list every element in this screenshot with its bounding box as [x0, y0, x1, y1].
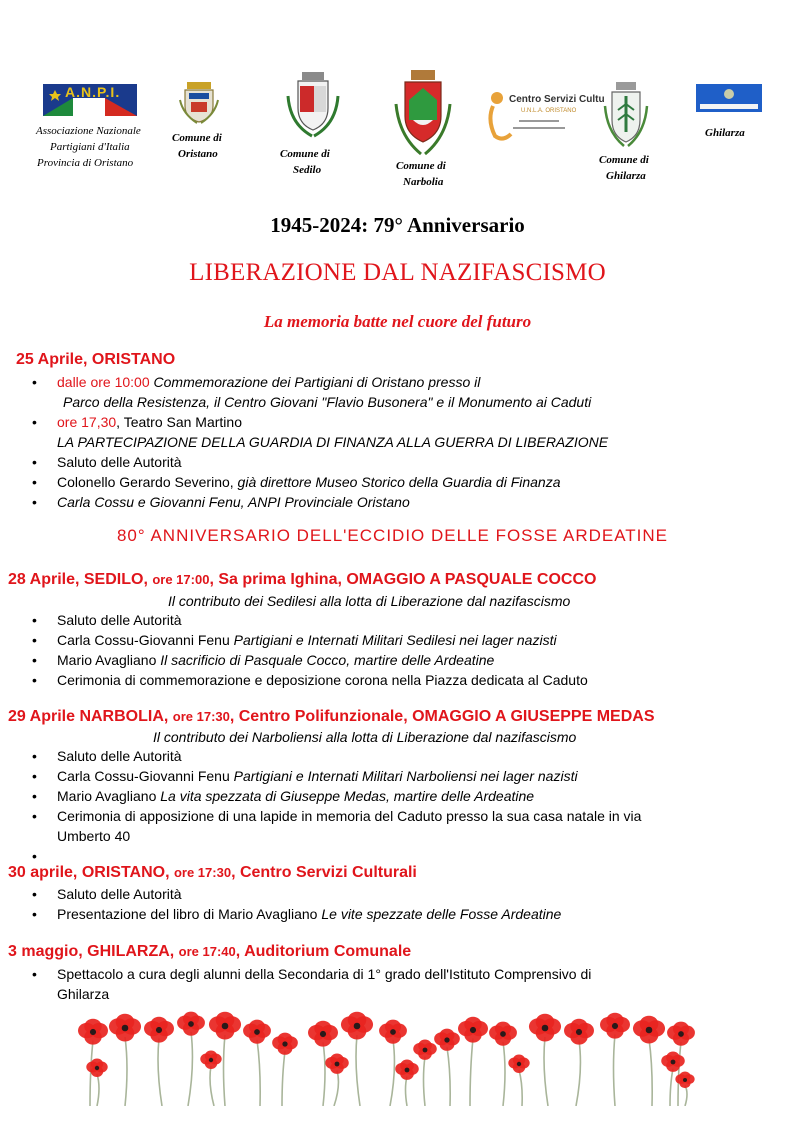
anniversary-title: 1945-2024: 79° Anniversario [270, 213, 525, 237]
sedilo-caption-2: Sedilo [293, 164, 322, 176]
motto: La memoria batte nel cuore del futuro [263, 312, 532, 331]
sedilo-caption-1: Comune di [280, 148, 330, 160]
section-25-aprile-heading: 25 Aprile, ORISTANO [16, 351, 176, 368]
list-item: • Saluto delle Autorità [32, 884, 782, 904]
section-25-aprile-list [32, 372, 772, 512]
list-item: • Spettacolo a cura degli alunni della Secondaria di 1° grado dell'Istituto Comprensivo di Ghilarza [32, 964, 782, 1004]
poppy-icon [458, 1017, 488, 1106]
anpi-mark: A.N.P.I. [65, 84, 121, 100]
list-item: • Mario Avagliano La vita spezzata di Giuseppe Medas, martire delle Ardeatine [32, 786, 782, 806]
list-item: • Carla Cossu e Giovanni Fenu, ANPI Provinciale Oristano [32, 492, 772, 512]
centro-servizi-sub: U.N.L.A. ORISTANO [521, 108, 577, 114]
list-item: • Carla Cossu-Giovanni Fenu Partigiani e Internati Militari Sedilesi nei lager nazisti [32, 630, 782, 650]
list-item: • Presentazione del libro di Mario Avagliano Le vite spezzate delle Fosse Ardeatine [32, 904, 782, 924]
ardeatine-heading: 80° ANNIVERSARIO DELL'ECCIDIO DELLE FOSSE ARDEATINE [116, 526, 669, 545]
poppy-icon [325, 1054, 349, 1106]
sedilo-crest-icon [284, 72, 342, 138]
list-item: • Cerimonia di commemorazione e deposizione corona nella Piazza dedicata al Caduto [32, 670, 782, 690]
section-3-maggio-list [32, 964, 782, 1004]
section-narbolia-list [32, 746, 782, 846]
poppy-icon [434, 1029, 460, 1106]
poppy-icon [633, 1016, 665, 1106]
oristano-crest-icon [177, 80, 221, 124]
list-item: • Saluto delle Autorità [32, 746, 782, 766]
poppy-icon [243, 1020, 271, 1106]
ghilarza-caption-1: Comune di [599, 154, 649, 166]
ghilarza-crest-icon [602, 82, 650, 148]
centro-servizi-fineprint [519, 120, 559, 122]
poppy-icon [144, 1017, 174, 1106]
anpi-logo [43, 84, 137, 116]
section-3-maggio-heading: 3 maggio, GHILARZA, ore 17:40, Auditorium Comunale [8, 943, 412, 960]
narbolia-caption-1: Comune di [396, 160, 446, 172]
centro-servizi-logo [485, 86, 605, 142]
poppies-illustration [75, 1010, 715, 1106]
section-sedilo-heading: 28 Aprile, SEDILO, ore 17:00, Sa prima Ighina, OMAGGIO A PASQUALE COCCO [8, 571, 597, 588]
section-narbolia-tagline: Il contributo dei Narboliensi alla lotta di Liberazione dal nazifascismo [153, 729, 577, 745]
oristano-caption-1: Comune di [172, 132, 222, 144]
poppy-icon [395, 1060, 419, 1106]
list-item: • Colonello Gerardo Severino, già direttore Museo Storico della Guardia di Finanza [32, 472, 772, 492]
section-30-aprile-heading: 30 aprile, ORISTANO, ore 17:30, Centro Servizi Culturali [8, 864, 417, 881]
ghilarza-caption-2: Ghilarza [606, 170, 646, 182]
oristano-caption-2: Oristano [178, 148, 218, 160]
poppy-icon [272, 1033, 298, 1106]
poppy-icon [508, 1055, 529, 1107]
list-item: • dalle ore 10:00 Commemorazione dei Partigiani di Oristano presso il Parco della Resistenza, il Centro Giovani "Flavio Busonera" e il Monumento ai Caduti [32, 372, 772, 412]
poppy-icon [109, 1014, 141, 1106]
list-item: • Cerimonia di apposizione di una lapide in memoria del Caduto presso la sua casa natale in via Umberto 40 [32, 806, 782, 846]
poppy-icon [564, 1019, 594, 1106]
poppy-icon [600, 1013, 630, 1106]
poppy-icon [529, 1014, 561, 1106]
poppy-icon [200, 1051, 221, 1107]
list-item: • Saluto delle Autorità [32, 452, 772, 472]
narbolia-crest-icon [393, 70, 453, 156]
ghilarza-right-caption: Ghilarza [705, 127, 745, 139]
centro-servizi-fineprint-2 [513, 127, 565, 129]
anpi-caption-3: Provincia di Oristano [37, 157, 134, 169]
section-sedilo-list [32, 610, 782, 690]
section-sedilo-tagline: Il contributo dei Sedilesi alla lotta di Liberazione dal nazifascismo [168, 593, 571, 609]
list-item: • ore 17,30, Teatro San Martino LA PARTECIPAZIONE DELLA GUARDIA DI FINANZA ALLA GUERRA DI LIBERAZIONE [32, 412, 772, 452]
narbolia-caption-2: Narbolia [403, 176, 444, 188]
section-30-aprile-list [32, 884, 782, 924]
section-narbolia-heading: 29 Aprile NARBOLIA, ore 17:30, Centro Polifunzionale, OMAGGIO A GIUSEPPE MEDAS [8, 708, 655, 725]
list-item: • Carla Cossu-Giovanni Fenu Partigiani e Internati Militari Narboliensi nei lager nazisti [32, 766, 782, 786]
anpi-caption-2: Partigiani d'Italia [50, 141, 130, 153]
list-item: • Saluto delle Autorità [32, 610, 782, 630]
main-title: LIBERAZIONE DAL NAZIFASCISMO [189, 259, 606, 286]
list-item: • Mario Avagliano Il sacrificio di Pasquale Cocco, martire delle Ardeatine [32, 650, 782, 670]
ghilarza-banner-icon [696, 84, 762, 112]
anpi-caption-1: Associazione Nazionale [36, 125, 141, 137]
centro-servizi-name: Centro Servizi Cultu [509, 94, 605, 105]
